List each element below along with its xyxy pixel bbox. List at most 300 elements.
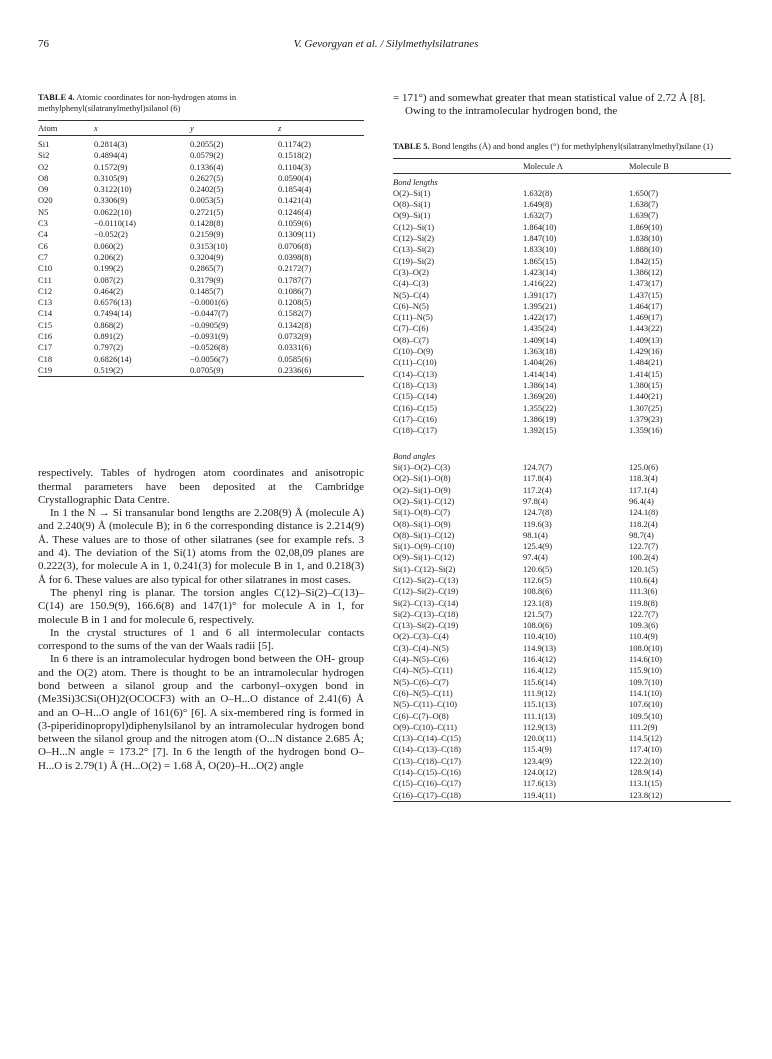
table-cell: −0.052(2) [94, 229, 128, 240]
table-cell: C(13)–C(18)–C(17) [393, 755, 461, 766]
table-cell: 124.7(7) [523, 462, 553, 473]
table-cell: 123.8(12) [629, 789, 663, 800]
table-row [38, 342, 364, 353]
paragraph: = 171°) and somewhat greater that mean statistical value of 2.72 Å [8]. [393, 92, 706, 104]
table-cell: 1.847(10) [523, 233, 557, 244]
table-cell: 1.650(7) [629, 187, 659, 198]
table-cell: 0.1582(7) [278, 308, 312, 319]
table-cell: 122.7(7) [629, 608, 659, 619]
table-cell: 0.0622(10) [94, 206, 132, 217]
table4-caption-text: Atomic coordinates for non-hydrogen atoms in methylphenyl(silatranylmethyl)silanol (6) [38, 92, 237, 113]
table-cell: 0.1086(7) [278, 285, 312, 296]
table-cell: 0.0706(8) [278, 240, 312, 251]
table-cell: C12 [38, 285, 53, 296]
table-cell: 0.3179(9) [190, 274, 224, 285]
table-cell: C(16)–C(17)–C(18) [393, 789, 461, 800]
table-row [393, 677, 731, 688]
table-cell: 1.416(22) [523, 278, 557, 289]
table-cell: C(13)–C(14)–C(15) [393, 733, 461, 744]
table-row [38, 331, 364, 342]
table-cell: 0.868(2) [94, 319, 124, 330]
table-cell: 120.6(5) [523, 563, 553, 574]
table-row [393, 462, 731, 473]
table-cell: O(8)–C(7) [393, 334, 429, 345]
table-cell: 0.2336(6) [278, 364, 312, 375]
table-cell: 1.437(15) [629, 289, 663, 300]
table-row [38, 195, 364, 206]
table-row [393, 688, 731, 699]
table-cell: 116.4(12) [523, 654, 556, 665]
table-cell: 1.649(8) [523, 199, 553, 210]
table-cell: O(2)–C(3)–C(4) [393, 631, 449, 642]
table-cell: O8 [38, 172, 49, 183]
table-row [393, 496, 731, 507]
table-cell: C11 [38, 274, 52, 285]
table-cell: 124.0(12) [523, 767, 557, 778]
table-row [38, 320, 364, 331]
table4-header-z: z [278, 123, 282, 133]
table-cell: C17 [38, 342, 53, 353]
table-cell: 114.5(12) [629, 733, 662, 744]
table-row [393, 507, 731, 518]
table-cell: 128.9(14) [629, 767, 663, 778]
table-cell: 0.1208(5) [278, 297, 312, 308]
table-row [38, 308, 364, 319]
table-cell: 0.1485(7) [190, 285, 224, 296]
table-cell: C18 [38, 353, 53, 364]
table-cell: −0.0001(6) [190, 297, 229, 308]
table-cell: 0.1572(9) [94, 161, 128, 172]
table-cell: C15 [38, 319, 53, 330]
table5-header-row [393, 158, 731, 173]
table-row [393, 485, 731, 496]
table-row [393, 335, 731, 346]
table-cell: O9 [38, 184, 49, 195]
table-cell: 0.1246(4) [278, 206, 312, 217]
table-cell: 109.7(10) [629, 676, 663, 687]
table-row [393, 586, 731, 597]
table-cell: 122.7(7) [629, 541, 659, 552]
table-row [393, 323, 731, 334]
table-cell: O(9)–Si(1)–C(12) [393, 552, 455, 563]
table-cell: −0.0905(9) [190, 319, 229, 330]
table-cell: 0.060(2) [94, 240, 124, 251]
table-cell: C(7)–C(6) [393, 323, 429, 334]
table-cell: C(6)–N(5) [393, 300, 429, 311]
table-cell: 1.632(7) [523, 210, 553, 221]
table-cell: C19 [38, 364, 53, 375]
table-cell: 0.0585(6) [278, 353, 312, 364]
table-cell: 0.1336(4) [190, 161, 224, 172]
table-cell: 117.1(4) [629, 484, 658, 495]
table-cell: C(18)–C(13) [393, 379, 437, 390]
table-row [393, 575, 731, 586]
table-row [38, 162, 364, 173]
table-cell: 0.891(2) [94, 331, 124, 342]
table-cell: 1.386(12) [629, 266, 663, 277]
table-cell: 97.4(4) [523, 552, 548, 563]
paragraph: respectively. Tables of hydrogen atom coordinates and anisotropic thermal parameters have been deposited at the Cambridge Crystallographic Data Centre. [38, 467, 364, 506]
table-cell: 112.9(13) [523, 721, 556, 732]
table-cell: 111.3(6) [629, 586, 658, 597]
table-cell: 1.379(23) [629, 413, 663, 424]
table-cell: 0.2159(9) [190, 229, 224, 240]
table-cell: 0.0331(6) [278, 342, 312, 353]
table-cell: 0.2402(5) [190, 184, 224, 195]
table-cell: 117.6(13) [523, 778, 556, 789]
table-cell: C(14)–C(15)–C(16) [393, 767, 461, 778]
table5-header-blank [393, 158, 523, 173]
table-cell: 114.1(10) [629, 687, 662, 698]
table-cell: 115.9(10) [629, 665, 662, 676]
table-row [38, 263, 364, 274]
table-cell: 1.464(17) [629, 300, 663, 311]
table-cell: 115.1(13) [523, 699, 556, 710]
left-column [38, 92, 364, 773]
table-row [393, 654, 731, 665]
table-cell: C(11)–C(10) [393, 357, 437, 368]
table-cell: Si(2)–C(13)–C(14) [393, 597, 459, 608]
table-cell: 1.838(10) [629, 233, 663, 244]
table-cell: 1.632(8) [523, 187, 553, 198]
table-cell: 124.7(8) [523, 507, 553, 518]
table-cell: 120.0(11) [523, 733, 556, 744]
table-row [393, 631, 731, 642]
table-cell: 1.307(25) [629, 402, 663, 413]
table-row [393, 369, 731, 380]
table-cell: C(13)–Si(2) [393, 244, 435, 255]
table-cell: C(12)–Si(2)–C(19) [393, 586, 459, 597]
table-row [393, 199, 731, 210]
table-cell: 1.404(26) [523, 357, 557, 368]
table5-caption-label: TABLE 5. [393, 140, 430, 151]
table-cell: 0.6576(13) [94, 297, 132, 308]
table-cell: 121.5(7) [523, 608, 553, 619]
table-cell: 115.6(14) [523, 676, 556, 687]
table5-caption [393, 141, 731, 152]
table-cell: 1.469(17) [629, 312, 663, 323]
table-cell: N(5)–C(4) [393, 289, 429, 300]
table-cell: 111.2(9) [629, 721, 658, 732]
table-cell: 109.5(10) [629, 710, 663, 721]
table-cell: −0.0056(7) [190, 353, 229, 364]
table-cell: 110.4(10) [523, 631, 556, 642]
table-cell: 1.639(7) [629, 210, 659, 221]
table-cell: 1.443(22) [629, 323, 663, 334]
table-cell: 125.4(9) [523, 541, 553, 552]
table-cell: 0.0398(8) [278, 251, 312, 262]
table-cell: 123.1(8) [523, 597, 553, 608]
table-cell: Si(1)–O(8)–C(7) [393, 507, 451, 518]
table-cell: C(15)–C(14) [393, 391, 437, 402]
table-cell: Si(1)–O(9)–C(10) [393, 541, 455, 552]
table-cell: Si2 [38, 150, 50, 161]
table-cell: 1.409(13) [629, 334, 663, 345]
table-row [393, 244, 731, 255]
table-cell: 0.519(2) [94, 364, 124, 375]
table-cell: 0.4894(4) [94, 150, 128, 161]
table-cell: C(15)–C(16)–C(17) [393, 778, 461, 789]
table-cell: 112.6(5) [523, 574, 552, 585]
table-cell: 108.0(10) [629, 642, 663, 653]
table-cell: C(12)–Si(2)–C(13) [393, 574, 459, 585]
table-cell: 0.1059(6) [278, 218, 312, 229]
table4-body [38, 136, 364, 377]
table-row [393, 267, 731, 278]
table-row [38, 275, 364, 286]
table-row [393, 564, 731, 575]
table-row [38, 297, 364, 308]
table-cell: 108.0(6) [523, 620, 553, 631]
table-row [393, 541, 731, 552]
table-cell: C7 [38, 251, 48, 262]
table-cell: C(18)–C(17) [393, 425, 437, 436]
table-cell: 1.386(19) [523, 413, 557, 424]
right-column [393, 92, 731, 802]
table-cell: N(5)–C(6)–C(7) [393, 676, 449, 687]
table-cell: C(11)–N(5) [393, 312, 433, 323]
table-row [393, 473, 731, 484]
table-row [38, 150, 364, 161]
table-cell: C13 [38, 297, 53, 308]
page-number: 76 [38, 38, 49, 50]
table-cell: 1.484(21) [629, 357, 663, 368]
table-cell: 111.1(13) [523, 710, 556, 721]
table-row [393, 722, 731, 733]
table-cell: −0.0526(8) [190, 342, 229, 353]
table-cell: C6 [38, 240, 48, 251]
table-cell: N5 [38, 206, 49, 217]
table-cell: 0.0732(9) [278, 331, 312, 342]
table-cell: 100.2(4) [629, 552, 659, 563]
table-cell: 0.2172(7) [278, 263, 312, 274]
table-cell: C4 [38, 229, 48, 240]
table-row [393, 380, 731, 391]
table5-section-lengths: Bond lengths [393, 176, 438, 187]
table-row [393, 643, 731, 654]
table-cell: 119.6(3) [523, 518, 552, 529]
table-cell: Si(2)–C(13)–C(18) [393, 608, 459, 619]
table-cell: 125.0(6) [629, 462, 659, 473]
table-row [393, 711, 731, 722]
table-cell: 0.206(2) [94, 251, 124, 262]
table-cell: 97.8(4) [523, 495, 548, 506]
table-row [393, 188, 731, 199]
table-row [38, 207, 364, 218]
table-row [393, 256, 731, 267]
table-row [393, 733, 731, 744]
table-cell: 110.6(4) [629, 574, 658, 585]
table-cell: 0.0705(9) [190, 364, 224, 375]
table-cell: 1.842(15) [629, 255, 663, 266]
table-cell: 0.6826(14) [94, 353, 132, 364]
table-cell: 1.409(14) [523, 334, 557, 345]
table-cell: 0.1518(2) [278, 150, 312, 161]
table-cell: C(4)–C(3) [393, 278, 429, 289]
table-row [38, 354, 364, 365]
table-cell: 115.4(9) [523, 744, 552, 755]
table-cell: C10 [38, 263, 53, 274]
table5-caption-text: Bond lengths (Å) and bond angles (°) for methylphenyl(silatranylmethyl)silane (1) [431, 140, 714, 151]
table-row [38, 184, 364, 195]
table-cell: 1.386(14) [523, 379, 557, 390]
table-cell: 118.2(4) [629, 518, 658, 529]
table-cell: 1.865(15) [523, 255, 557, 266]
table-cell: 117.2(4) [523, 484, 552, 495]
table-cell: 118.3(4) [629, 473, 658, 484]
table-cell: 0.0579(2) [190, 150, 224, 161]
table-cell: O2 [38, 161, 49, 172]
table-cell: 1.414(14) [523, 368, 557, 379]
table-cell: O(9)–Si(1) [393, 210, 431, 221]
paragraph: Owing to the intramolecular hydrogen bond, the [405, 105, 618, 118]
table-cell: 0.1428(8) [190, 218, 224, 229]
table-row [393, 290, 731, 301]
table-row [393, 210, 731, 221]
table-cell: O(8)–Si(1)–C(12) [393, 529, 455, 540]
table5-section-angles: Bond angles [393, 450, 436, 461]
table-row [393, 767, 731, 778]
table5-lengths [393, 173, 731, 436]
table5 [393, 158, 731, 802]
table4-caption-label: TABLE 4. [38, 92, 75, 102]
table-cell: C(12)–Si(2) [393, 233, 435, 244]
table-cell: 0.797(2) [94, 342, 124, 353]
table-cell: Si1 [38, 139, 50, 149]
table-cell: 1.435(24) [523, 323, 557, 334]
table-row [38, 252, 364, 263]
table4 [38, 120, 364, 377]
table-row [393, 222, 731, 233]
table-cell: C(4)–N(5)–C(6) [393, 654, 449, 665]
table-cell: 0.1174(2) [278, 139, 311, 149]
table-cell: 124.1(8) [629, 507, 659, 518]
table-cell: 123.4(9) [523, 755, 553, 766]
table-cell: C(13)–Si(2)–C(19) [393, 620, 459, 631]
table-cell: 0.7494(14) [94, 308, 132, 319]
table-cell: C14 [38, 308, 53, 319]
table-cell: C(10)–O(9) [393, 346, 434, 357]
table-cell: 0.199(2) [94, 263, 124, 274]
paragraph: In 1 the N → Si transanular bond lengths are 2.208(9) Å (molecule A) and 2.240(9) Å (molecule B); in 6 the corresponding distance is 2.214(9) Å. These values are to those of other silatranes (see for example refs. 3 and 4). The deviation of the Si(1) atoms from the 02,08,09 planes are 0.222(3), for molecule A in 1, 0.241(3) for molecule B in 1, and 0.218(3) Å for 6. These values are also typical for other silatranes in most cases. [38, 507, 364, 586]
table-cell: 0.2814(3) [94, 139, 128, 149]
table-cell: O(2)–Si(1)–C(12) [393, 495, 455, 506]
table-row [38, 229, 364, 240]
table-cell: 0.087(2) [94, 274, 124, 285]
table-row [393, 598, 731, 609]
table-row [393, 665, 731, 676]
table5-header-molecule-a: Molecule A [523, 160, 563, 171]
table-cell: 107.6(10) [629, 699, 663, 710]
table-row [393, 756, 731, 767]
table-cell: 96.4(4) [629, 495, 654, 506]
table4-caption [38, 92, 364, 114]
table-row [38, 173, 364, 184]
table4-header-y: y [190, 123, 194, 133]
paragraph: In 6 there is an intramolecular hydrogen bond between the OH- group and the O(2) atom. There is thought to be an intramolecular hydrogen bond between a silanol group and the carbonyl–oxygen bond in (Me3Si)3CSi(OH)2(OCOCF3) with an O–H...O distance of 2.41(6) Å and an O–H...O angle of 161(6)° [6]. A six-membered ring is formed in (3-piperidinopropyl)diphenylsilanol by an intramolecular hydrogen bond between the silanol group and the nitrogen atom (O...N distance 2.685 Å; O–H...N angle = 173.2° [7]. In 6 the length of the hydrogen bond O–H...O is 2.79(1) Å (H...O(2) = 1.68 Å, O(20)–H...O(2) angle [38, 653, 364, 772]
table-cell: 0.2627(5) [190, 172, 224, 183]
table-cell: O(8)–Si(1)–O(9) [393, 518, 451, 529]
table-cell: 120.1(5) [629, 563, 659, 574]
table-cell: O(2)–Si(1)–O(9) [393, 484, 451, 495]
table-cell: 117.8(4) [523, 473, 552, 484]
table-cell: C(6)–C(7)–O(8) [393, 710, 449, 721]
table4-header-x: x [94, 123, 98, 133]
table-cell: C(4)–N(5)–C(11) [393, 665, 453, 676]
table-row [393, 301, 731, 312]
table-row [38, 136, 364, 151]
table-cell: C16 [38, 331, 53, 342]
table-cell: O20 [38, 195, 53, 206]
table-cell: 119.4(11) [523, 789, 556, 800]
table-row [393, 699, 731, 710]
table-cell: 1.888(10) [629, 244, 663, 255]
table-cell: −0.0447(7) [190, 308, 229, 319]
table-cell: C3 [38, 218, 48, 229]
table5-angles [393, 436, 731, 801]
table-cell: C(14)–C(13) [393, 368, 437, 379]
table-row [393, 278, 731, 289]
table-cell: 0.0590(4) [278, 172, 312, 183]
table-cell: C(16)–C(15) [393, 402, 437, 413]
table-row [393, 312, 731, 323]
table-cell: 1.440(21) [629, 391, 663, 402]
table-row [393, 519, 731, 530]
table-row [38, 286, 364, 297]
table-cell: 1.473(17) [629, 278, 663, 289]
table-row [393, 609, 731, 620]
table4-header-atom: Atom [38, 123, 58, 133]
table-cell: 108.8(6) [523, 586, 553, 597]
table-cell: 0.1787(7) [278, 274, 312, 285]
table-row [393, 790, 731, 802]
table-cell: C(12)–Si(1) [393, 221, 435, 232]
table-row [38, 365, 364, 377]
table-cell: 1.359(16) [629, 425, 663, 436]
table-row [38, 218, 364, 229]
table-cell: O(2)–Si(1) [393, 187, 431, 198]
table-row [393, 425, 731, 436]
table-cell: 1.423(14) [523, 266, 557, 277]
table-cell: C(6)–N(5)–C(11) [393, 687, 453, 698]
table-cell: C(3)–O(2) [393, 266, 429, 277]
table-cell: O(9)–C(10)–C(11) [393, 721, 457, 732]
table-cell: 116.4(12) [523, 665, 556, 676]
table-cell: 98.7(4) [629, 529, 654, 540]
table-cell: 1.391(17) [523, 289, 557, 300]
right-body-text [393, 92, 731, 119]
table-cell: 110.4(9) [629, 631, 658, 642]
table-cell: −0.0110(14) [94, 218, 137, 229]
table-cell: C(14)–C(13)–C(18) [393, 744, 461, 755]
table-cell: 114.9(13) [523, 642, 556, 653]
table-cell: 113.1(15) [629, 778, 662, 789]
table-cell: 1.355(22) [523, 402, 557, 413]
table-cell: C(19)–Si(2) [393, 255, 435, 266]
table-cell: 0.3105(9) [94, 172, 128, 183]
table-cell: 1.395(21) [523, 300, 557, 311]
table-cell: 0.1342(8) [278, 319, 312, 330]
table-cell: 1.864(10) [523, 221, 557, 232]
table-cell: 0.2055(2) [190, 139, 224, 149]
table-row [393, 403, 731, 414]
table4-header-row [38, 121, 364, 136]
table-cell: 119.8(8) [629, 597, 658, 608]
table-cell: 1.392(15) [523, 425, 557, 436]
spacer [393, 436, 731, 447]
table-cell: 0.1309(11) [278, 229, 316, 240]
table-cell: 0.1104(3) [278, 161, 311, 172]
